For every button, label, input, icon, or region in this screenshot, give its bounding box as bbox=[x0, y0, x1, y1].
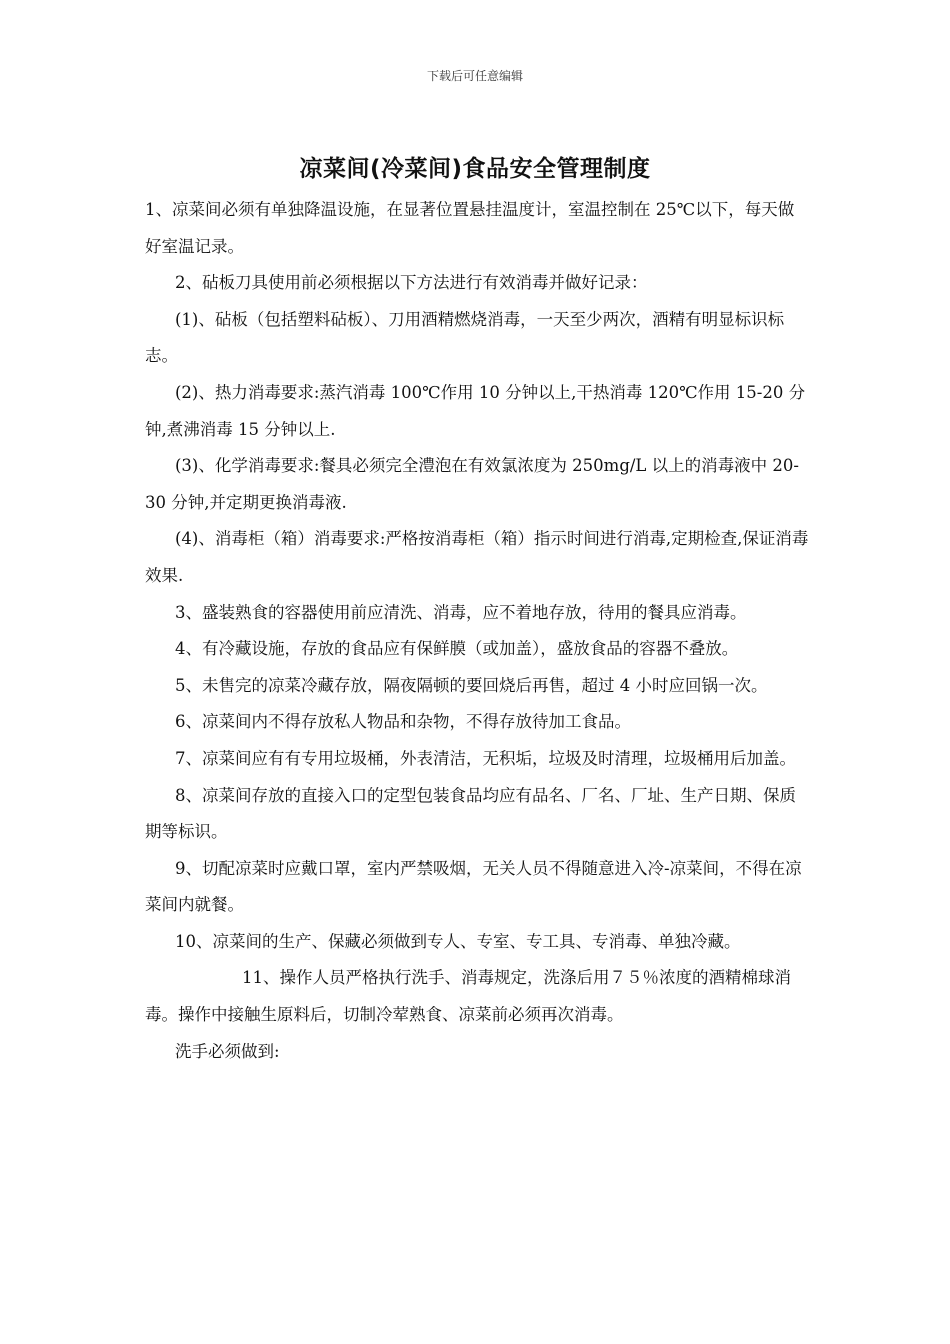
header-note: 下载后可任意编辑 bbox=[426, 69, 523, 83]
paragraph-2-3: (3)、化学消毒要求:餐具必须完全澧泡在有效氯浓度为 250mg/L 以上的消毒液中 20-30 分钟,并定期更换消毒液. bbox=[145, 456, 799, 512]
paragraph-2-4: (4)、消毒柜（箱）消毒要求:严格按消毒柜（箱）指示时间进行消毒,定期检查,保证消毒效果. bbox=[145, 529, 809, 585]
paragraph-3: 3、盛装熟食的容器使用前应清洗、消毒，应不着地存放，待用的餐具应消毒。 bbox=[175, 602, 747, 622]
paragraph-7: 7、凉菜间应有有专用垃圾桶，外表清洁，无积垢，垃圾及时清理，垃圾桶用后加盖。 bbox=[175, 748, 796, 768]
paragraph-8: 8、凉菜间存放的直接入口的定型包装食品均应有品名、厂名、厂址、生产日期、保质期等标识。 bbox=[145, 785, 796, 842]
paragraph-6: 6、凉菜间内不得存放私人物品和杂物，不得存放待加工食品。 bbox=[175, 712, 631, 732]
paragraph-2-2: (2)、热力消毒要求:蒸汽消毒 100℃作用 10 分钟以上,干热消毒 120℃作用 15-20 分钟,煮沸消毒 15 分钟以上. bbox=[145, 382, 806, 439]
paragraph-handwash: 洗手必须做到: bbox=[175, 1041, 280, 1061]
paragraph-2: 2、砧板刀具使用前必须根据以下方法进行有效消毒并做好记录： bbox=[175, 273, 648, 293]
paragraph-10: 10、凉菜间的生产、保藏必须做到专人、专室、专工具、专消毒、单独冷藏。 bbox=[175, 931, 741, 951]
document-title: 凉菜间(冷菜间)食品安全管理制度 bbox=[299, 156, 651, 182]
document-body bbox=[145, 192, 809, 1070]
paragraph-9: 9、切配凉菜时应戴口罩，室内严禁吸烟，无关人员不得随意进入冷-凉菜间，不得在凉菜间内就餐。 bbox=[145, 858, 802, 915]
paragraph-11: 11、操作人员严格执行洗手、消毒规定，洗涤后用７５％浓度的酒精棉球消毒。操作中接触生原料后，切制冷荤熟食、凉菜前必须再次消毒。 bbox=[145, 968, 791, 1025]
paragraph-1: 1、凉菜间必须有单独降温设施，在显著位置悬挂温度计，室温控制在 25℃以下，每天做好室温记录。 bbox=[145, 200, 795, 256]
paragraph-5: 5、未售完的凉菜冷藏存放，隔夜隔顿的要回烧后再售，超过 4 小时应回锅一次。 bbox=[175, 675, 768, 695]
paragraph-2-1: (1)、砧板（包括塑料砧板）、刀用酒精燃烧消毒，一天至少两次，酒精有明显标识标志。 bbox=[145, 309, 785, 366]
paragraph-4: 4、有冷藏设施，存放的食品应有保鲜膜（或加盖），盛放食品的容器不叠放。 bbox=[175, 639, 739, 659]
